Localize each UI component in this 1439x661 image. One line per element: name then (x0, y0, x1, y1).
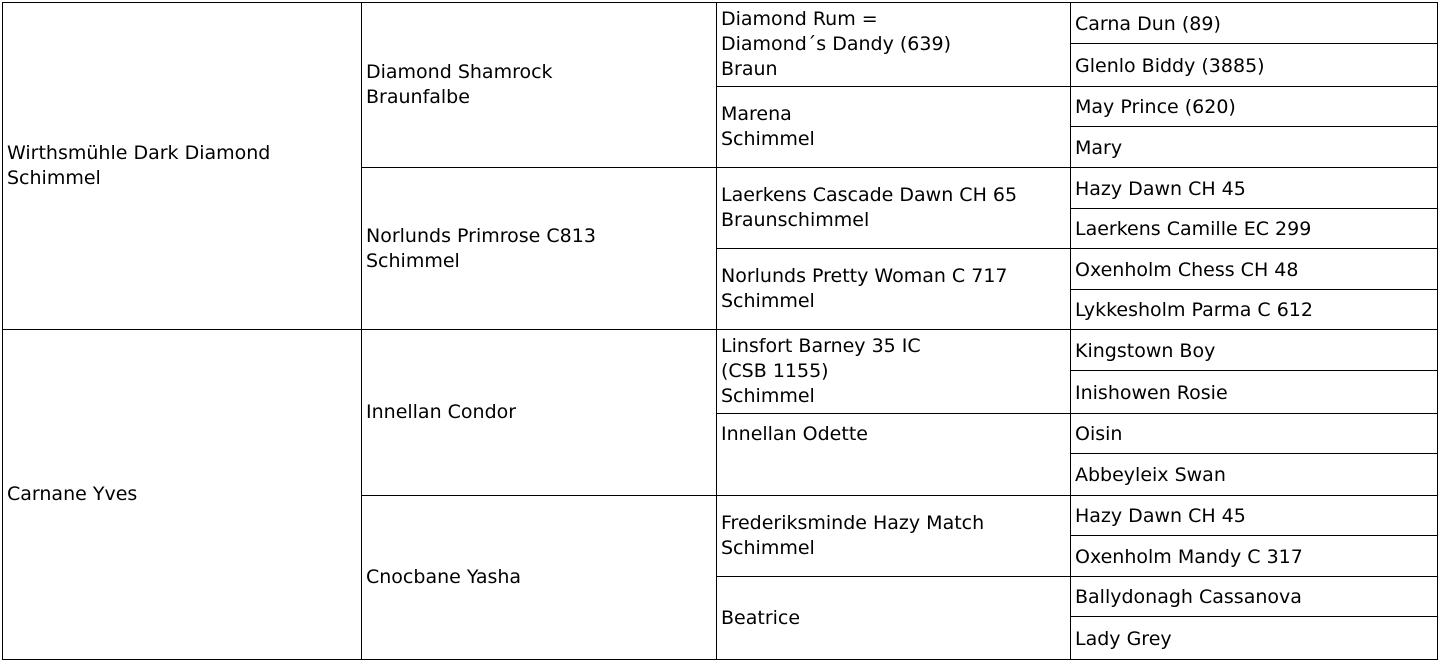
parent-cell (2, 329, 362, 660)
parent-cell (2, 2, 362, 330)
gggp-name: Laerkens Camille EC 299 (1075, 218, 1312, 240)
gggp-cell (1070, 2, 1438, 44)
gggp-cell (1070, 413, 1438, 454)
gggp-name: Lady Grey (1075, 627, 1172, 650)
great-grandparent-cell (716, 495, 1071, 577)
great-grandparent-cell (716, 86, 1071, 168)
great-grandparent-cell (716, 329, 1071, 414)
ggp-line: Diamond Rum = (721, 8, 878, 30)
grandparent-cell (361, 329, 717, 496)
gggp-cell (1070, 535, 1438, 577)
gggp-name: Abbeyleix Swan (1075, 464, 1226, 486)
gggp-name: Carna Dun (89) (1075, 12, 1221, 35)
ggp-line: Innellan Odette (721, 423, 868, 445)
gggp-name: May Prince (620) (1075, 96, 1236, 118)
gggp-cell (1070, 86, 1438, 127)
grandparent-name: Diamond Shamrock (366, 61, 553, 83)
gggp-name: Oisin (1075, 423, 1123, 445)
gggp-cell (1070, 495, 1438, 536)
grandparent-cell (361, 495, 717, 660)
gggp-cell (1070, 248, 1438, 290)
gggp-cell (1070, 329, 1438, 371)
gggp-name: Oxenholm Chess CH 48 (1075, 258, 1299, 281)
ggp-line: Schimmel (721, 537, 815, 559)
grandparent-cell (361, 2, 717, 168)
ggp-line: Marena (721, 103, 792, 125)
great-grandparent-cell (716, 576, 1071, 660)
grandparent-name: Cnocbane Yasha (366, 566, 522, 588)
gggp-cell (1070, 576, 1438, 617)
grandparent-name: Innellan Condor (366, 401, 517, 423)
gggp-name: Kingstown Boy (1075, 339, 1216, 362)
parent-name: Carnane Yves (7, 483, 138, 505)
ggp-line: Beatrice (721, 606, 801, 629)
ggp-line: Braunschimmel (721, 209, 870, 231)
gggp-cell (1070, 370, 1438, 414)
gggp-cell (1070, 616, 1438, 660)
ggp-line: Braun (721, 58, 778, 80)
gggp-name: Inishowen Rosie (1075, 381, 1228, 404)
grandparent-cell (361, 167, 717, 330)
gggp-cell (1070, 43, 1438, 87)
gggp-name: Mary (1075, 136, 1123, 159)
ggp-line: Schimmel (721, 290, 815, 312)
gggp-cell (1070, 167, 1438, 209)
ggp-line: Norlunds Pretty Woman C 717 (721, 265, 1008, 287)
gggp-cell (1070, 289, 1438, 330)
gggp-name: Glenlo Biddy (3885) (1075, 54, 1265, 77)
parent-color: Schimmel (7, 167, 101, 189)
great-grandparent-cell (716, 167, 1071, 249)
great-grandparent-cell (716, 2, 1071, 87)
ggp-line: Laerkens Cascade Dawn CH 65 (721, 184, 1018, 206)
ggp-line: Frederiksminde Hazy Match (721, 512, 985, 534)
gggp-name: Oxenholm Mandy C 317 (1075, 545, 1303, 568)
gggp-cell (1070, 208, 1438, 249)
ggp-line: Schimmel (721, 385, 815, 407)
grandparent-color: Braunfalbe (366, 86, 470, 108)
ggp-line: Diamond´s Dandy (639) (721, 33, 951, 55)
gggp-name: Ballydonagh Cassanova (1075, 586, 1302, 608)
gggp-cell (1070, 126, 1438, 168)
great-grandparent-cell (716, 248, 1071, 330)
ggp-line: Linsfort Barney 35 IC (721, 335, 921, 357)
grandparent-color: Schimmel (366, 249, 460, 272)
gggp-name: Hazy Dawn CH 45 (1075, 177, 1246, 200)
gggp-name: Lykkesholm Parma C 612 (1075, 299, 1313, 321)
grandparent-name: Norlunds Primrose C813 (366, 224, 596, 247)
ggp-line: Schimmel (721, 128, 815, 150)
great-grandparent-cell (716, 413, 1071, 496)
gggp-name: Hazy Dawn CH 45 (1075, 505, 1246, 527)
parent-name: Wirthsmühle Dark Diamond (7, 142, 271, 164)
gggp-cell (1070, 453, 1438, 496)
ggp-line: (CSB 1155) (721, 360, 829, 382)
